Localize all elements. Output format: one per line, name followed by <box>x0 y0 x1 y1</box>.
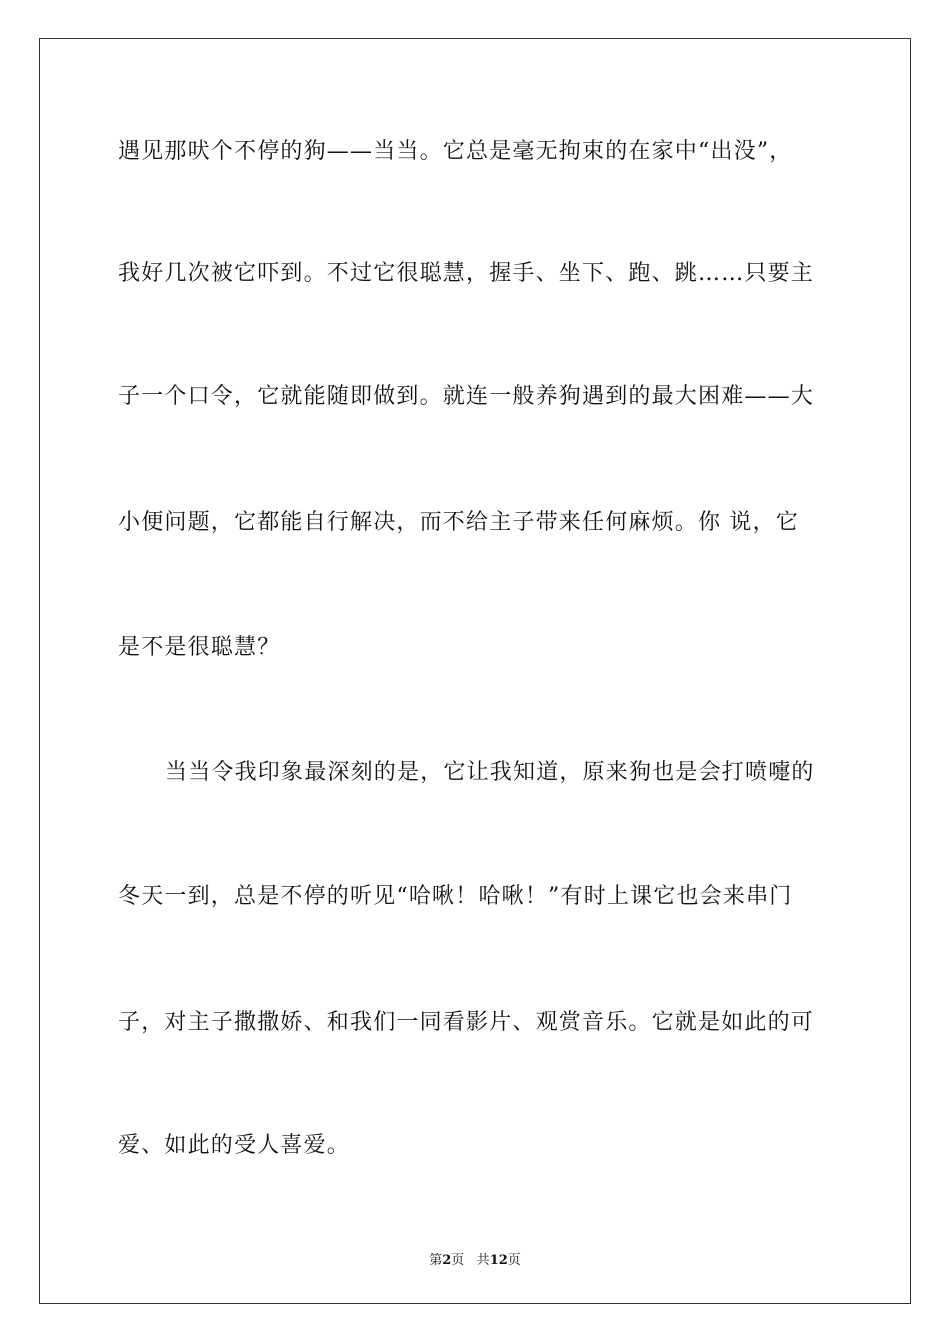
paragraph-line: 是不是很聪慧？ <box>118 635 281 660</box>
footer-total-suffix: 页 <box>507 1253 521 1268</box>
paragraph-line: 子，对主子撒撒娇、和我们一同看影片、观赏音乐。它就是如此的可 <box>118 1010 815 1035</box>
footer-page-suffix: 页 <box>451 1253 465 1268</box>
paragraph-line: 小便问题，它都能自行解决，而不给主子带来任何麻烦。你 说，它 <box>118 510 799 535</box>
footer-total-prefix: 共 <box>476 1253 490 1268</box>
footer-page-number: 2 <box>442 1253 452 1268</box>
paragraph-line: 子一个口令，它就能随即做到。就连一般养狗遇到的最大困难——大 <box>118 384 815 409</box>
paragraph-line: 当当令我印象最深刻的是，它让我知道，原来狗也是会打喷嚏的 <box>165 760 815 785</box>
paragraph-line: 爱、如此的受人喜爱。 <box>118 1133 351 1158</box>
page-footer <box>0 1249 950 1268</box>
footer-page-prefix: 第 <box>429 1253 443 1268</box>
footer-total-number: 12 <box>489 1253 508 1268</box>
paragraph-line: 我好几次被它吓到。不过它很聪慧，握手、坐下、跑、跳……只要主 <box>118 261 815 286</box>
paragraph-line: 冬天一到，总是不停的听见“哈啾！哈啾！”有时上课它也会来串门 <box>118 884 793 909</box>
page-frame <box>39 38 911 1304</box>
paragraph-line: 遇见那吠个不停的狗——当当。它总是毫无拘束的在家中“出没”， <box>118 139 793 164</box>
